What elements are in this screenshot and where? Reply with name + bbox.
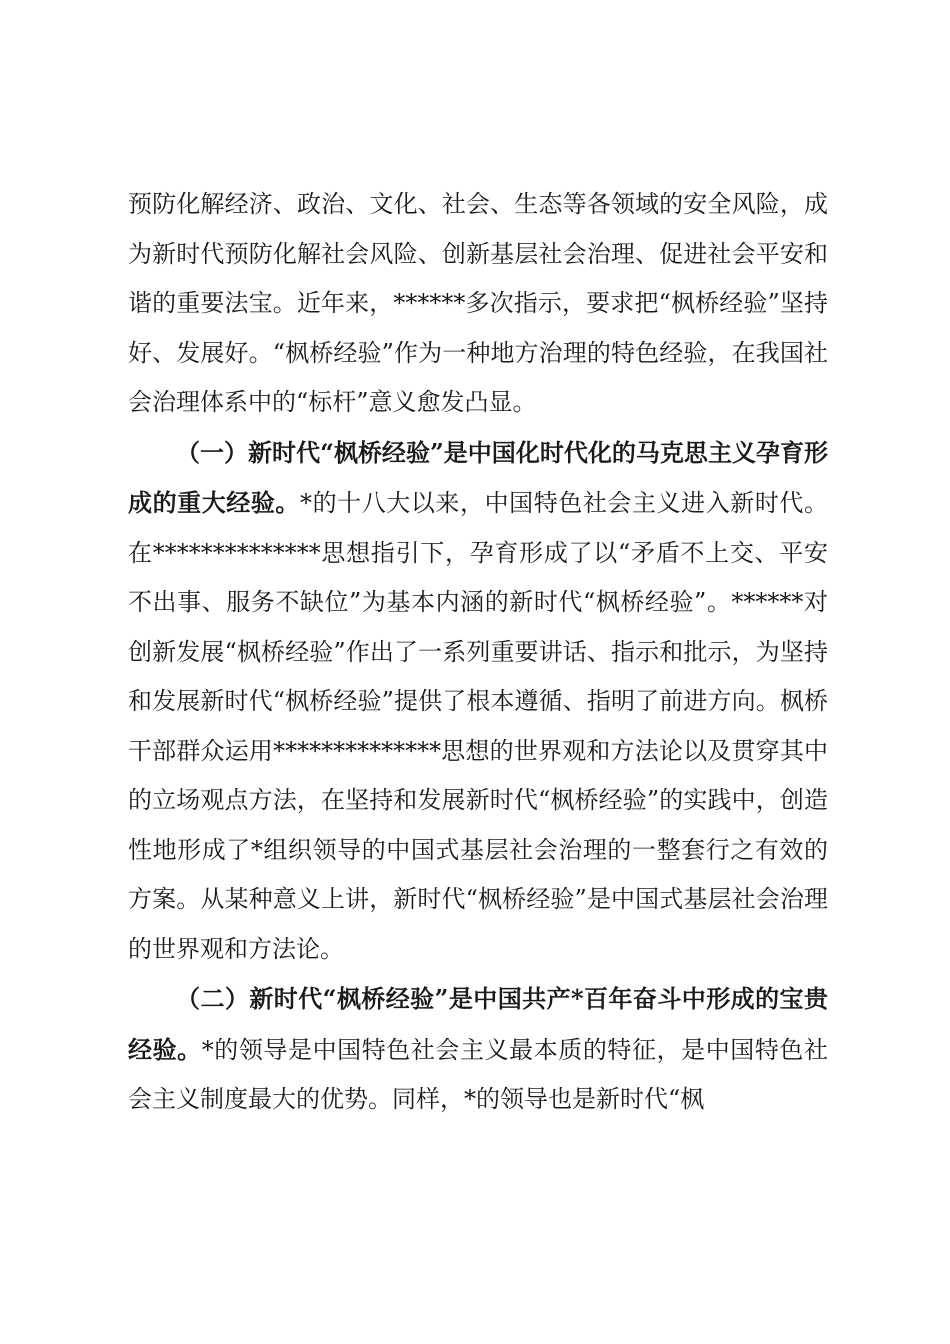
paragraph-intro: 预防化解经济、政治、文化、社会、生态等各领域的安全风险，成为新时代预防化解社会风险、创新基层社会治理、促进社会平安和谐的重要法宝。近年来，******多次指示，要求把“枫桥经验”坚持好、发展好。“枫桥经验”作为一种地方治理的特色经验，在我国社会治理体系中的“标杆”意义愈发凸显。: [128, 190, 828, 416]
section-2-body: *的领导是中国特色社会主义最本质的特征，是中国特色社会主义制度最大的优势。同样，*的领导也是新时代“枫: [128, 1035, 829, 1113]
document-body: [128, 180, 828, 1125]
paragraph-section-1: [128, 428, 828, 975]
section-2-heading: （二）新时代“枫桥经验”是中国共产*百年奋斗中形成的宝贵经验。: [128, 984, 828, 1064]
paragraph-section-2: [128, 974, 828, 1125]
section-1-body: *的十八大以来，中国特色社会主义进入新时代。在**************思想指引下，孕育形成了以“矛盾不上交、平安不出事、服务不缺位”为基本内涵的新时代“枫桥经验”。******对创新发展“枫桥经验”作出了一系列重要讲话、指示和批示，为坚持和发展新时代“枫桥经验”提供了根本遵循、指明了前进方向。枫桥干部群众运用**************思想的世界观和方法论以及贯穿其中的立场观点方法，在坚持和发展新时代“枫桥经验”的实践中，创造性地形成了*组织领导的中国式基层社会治理的一整套行之有效的方案。从某种意义上讲，新时代“枫桥经验”是中国式基层社会治理的世界观和方法论。: [128, 489, 828, 963]
section-1-heading: （一）新时代“枫桥经验”是中国化时代化的马克思主义孕育形成的重大经验。: [128, 437, 828, 517]
